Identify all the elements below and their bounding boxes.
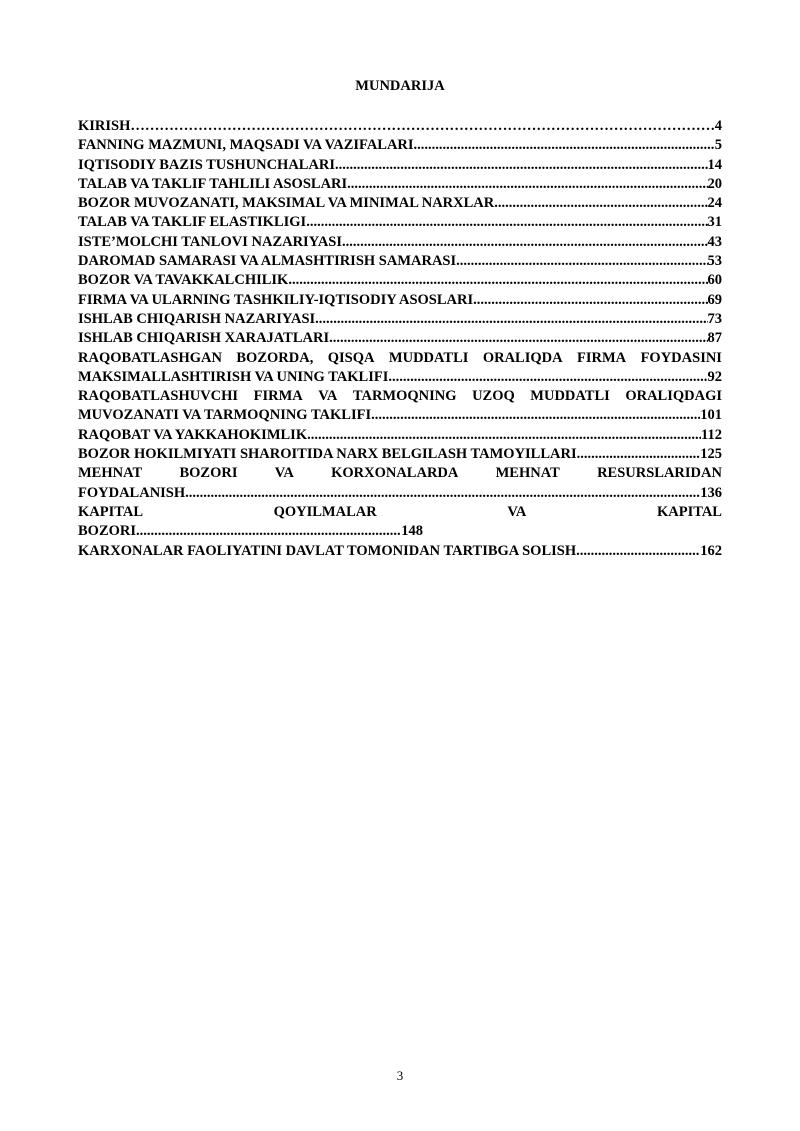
toc-entry-heading-line[interactable] xyxy=(78,349,722,368)
dot-leader xyxy=(335,156,707,175)
toc-entry-page: 14 xyxy=(707,156,722,173)
dot-leader xyxy=(494,194,707,213)
dot-leader xyxy=(329,329,707,348)
toc-word: BOZORDA, xyxy=(236,349,314,366)
toc-entry-title: TALAB VA TAKLIF ELASTIKLIGI xyxy=(78,214,307,231)
dot-leader xyxy=(371,406,700,425)
toc-entry[interactable] xyxy=(78,406,722,425)
dot-leader xyxy=(577,445,701,464)
toc-entry[interactable] xyxy=(78,484,722,503)
toc-entry[interactable] xyxy=(78,117,722,136)
toc-word: VA xyxy=(274,465,294,482)
toc-entry[interactable] xyxy=(78,252,722,271)
toc-word: RAQOBATLASHUVCHI xyxy=(78,388,239,405)
toc-word: KORXONALARDA xyxy=(331,465,459,482)
dot-leader xyxy=(136,522,401,541)
toc-entry-title: BOZOR VA TAVAKKALCHILIK xyxy=(78,272,289,289)
toc-word: KAPITAL xyxy=(78,503,143,520)
toc-word: RAQOBATLASHGAN xyxy=(78,349,222,366)
toc-entry-page: 101 xyxy=(700,407,722,424)
toc-entry-title: FANNING MAZMUNI, MAQSADI VA VAZIFALARI xyxy=(78,137,414,154)
toc-word: QOYILMALAR xyxy=(273,503,377,520)
toc-entry-title: TALAB VA TAKLIF TAHLILI ASOSLARI xyxy=(78,175,348,192)
toc-word: ORALIQDA xyxy=(482,349,563,366)
toc-word: VA xyxy=(318,388,338,405)
toc-entry-page: 31 xyxy=(707,214,722,231)
toc-word: RESURSLARIDAN xyxy=(597,465,722,482)
toc-entry-page: 162 xyxy=(700,542,722,559)
toc-entry[interactable] xyxy=(78,156,722,175)
toc-entry-title: BOZORI xyxy=(78,523,137,540)
toc-entry-page: 92 xyxy=(707,368,722,385)
dot-leader xyxy=(576,542,700,561)
toc-entry[interactable] xyxy=(78,522,423,541)
toc-word: FOYDASINI xyxy=(640,349,722,366)
dot-leader xyxy=(185,484,700,503)
dot-leader xyxy=(347,175,707,194)
toc-entry-title: MAKSIMALLASHTIRISH VA UNING TAKLIFI xyxy=(78,368,389,385)
toc-word: TARMOQNING xyxy=(352,388,457,405)
toc-entry[interactable] xyxy=(78,329,722,348)
toc-entry[interactable] xyxy=(78,136,722,155)
toc-entry-title: FIRMA VA ULARNING TASHKILIY-IQTISODIY ASOSLARI xyxy=(78,291,474,308)
toc-entry-page: 43 xyxy=(707,233,722,250)
toc-entry[interactable] xyxy=(78,445,722,464)
toc-entry-page: 24 xyxy=(707,195,722,212)
toc-entry[interactable] xyxy=(78,426,722,445)
toc-entry-page: 5 xyxy=(714,137,722,154)
toc-entry-title: ISHLAB CHIQARISH NAZARIYASI xyxy=(78,310,316,327)
toc-entry[interactable] xyxy=(78,213,722,232)
toc-entry-title: FOYDALANISH xyxy=(78,484,186,501)
toc-entry[interactable] xyxy=(78,233,722,252)
dot-leader xyxy=(473,291,707,310)
dot-leader xyxy=(306,213,707,232)
toc-entry-page: 69 xyxy=(707,291,722,308)
toc-word: MUDDATLI xyxy=(530,388,610,405)
toc-entry-page: 125 xyxy=(700,446,722,463)
toc-entry-title: KARXONALAR FAOLIYATINI DAVLAT TOMONIDAN TARTIBGA SOLISH xyxy=(78,542,577,559)
toc-entry[interactable] xyxy=(78,175,722,194)
toc-entry-page: 148 xyxy=(401,523,423,540)
toc-entry-title: IQTISODIY BAZIS TUSHUNCHALARI xyxy=(78,156,336,173)
toc-word: MUDDATLI xyxy=(388,349,469,366)
toc-entry-page: 60 xyxy=(707,272,722,289)
toc-entry[interactable] xyxy=(78,310,722,329)
toc-entry-page: 53 xyxy=(707,253,722,270)
toc-entry[interactable] xyxy=(78,368,722,387)
dot-leader xyxy=(388,368,707,387)
dot-leader xyxy=(288,271,707,290)
toc-entry[interactable] xyxy=(78,291,722,310)
dot-leader xyxy=(414,136,715,155)
toc-entry-heading-line[interactable] xyxy=(78,464,722,483)
toc-word: FIRMA xyxy=(253,388,303,405)
dot-leader xyxy=(307,426,701,445)
toc-entry[interactable] xyxy=(78,542,722,561)
toc-entry-page: 20 xyxy=(707,175,722,192)
toc-entry-title: MUVOZANATI VA TARMOQNING TAKLIFI xyxy=(78,407,372,424)
toc-word: ORALIQDAGI xyxy=(625,388,722,405)
toc-word: KAPITAL xyxy=(656,503,722,520)
toc-entry-title: KIRISH xyxy=(78,118,131,134)
toc-word: FIRMA xyxy=(577,349,627,366)
toc-entry[interactable] xyxy=(78,271,722,290)
toc-entry-title: BOZOR HOKILMIYATI SHAROITIDA NARX BELGILASH TAMOYILLARI xyxy=(78,446,577,463)
toc-word: MEHNAT xyxy=(495,465,560,482)
toc-word: UZOQ xyxy=(472,388,515,405)
toc-entry-title: ISHLAB CHIQARISH XARAJATLARI xyxy=(78,330,330,347)
toc-entry-heading-line[interactable] xyxy=(78,503,722,522)
page-title: MUNDARIJA xyxy=(355,78,445,94)
dot-leader xyxy=(130,117,714,136)
toc-word: MEHNAT xyxy=(78,465,143,482)
toc-entry-page: 73 xyxy=(707,310,722,327)
toc-entry-page: 112 xyxy=(701,426,722,443)
toc-entry-page: 4 xyxy=(714,118,722,134)
toc-entry-page: 136 xyxy=(700,484,722,501)
table-of-contents xyxy=(78,117,722,561)
toc-entry-title: RAQOBAT VA YAKKAHOKIMLIK xyxy=(78,426,308,443)
dot-leader xyxy=(342,233,707,252)
toc-entry-page: 87 xyxy=(707,330,722,347)
page-number: 3 xyxy=(396,1068,404,1083)
toc-entry-title: DAROMAD SAMARASI VA ALMASHTIRISH SAMARASI xyxy=(78,253,457,270)
toc-entry-title: BOZOR MUVOZANATI, MAKSIMAL VA MINIMAL NARXLAR xyxy=(78,195,495,212)
toc-entry-heading-line[interactable] xyxy=(78,387,722,406)
toc-entry-title: ISTE’MOLCHI TANLOVI NAZARIYASI xyxy=(78,233,343,250)
toc-word: BOZORI xyxy=(179,465,238,482)
toc-word: VA xyxy=(507,503,527,520)
toc-entry[interactable] xyxy=(78,194,722,213)
dot-leader xyxy=(315,310,707,329)
toc-word: QISQA xyxy=(327,349,375,366)
dot-leader xyxy=(456,252,707,271)
